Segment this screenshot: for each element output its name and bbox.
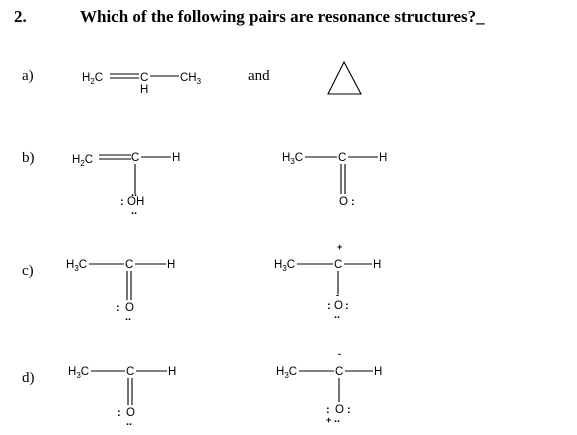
lone-pair-colon: :: [117, 407, 121, 419]
structure-b-left: [72, 152, 180, 217]
structure-d-right: [276, 349, 382, 425]
option-a-and: and: [248, 68, 270, 84]
atom-c: C: [140, 72, 149, 84]
charge-minus: -: [338, 349, 341, 359]
atom-o: O: [334, 300, 343, 312]
atom-c: C: [338, 152, 347, 164]
atom-h3c: $H_3C$: [68, 366, 90, 380]
atom-c: C: [125, 259, 134, 271]
question-underline: _: [476, 7, 485, 26]
lone-pair-right: :: [347, 404, 351, 416]
lone-pair-colon: :: [351, 196, 355, 208]
structure-a-cyclopropane: [328, 62, 361, 94]
atom-h: H: [140, 84, 149, 96]
atom-h: H: [374, 366, 383, 378]
atom-h: H: [168, 366, 177, 378]
lone-pair-top: ..: [131, 187, 138, 199]
option-c-label: c): [22, 263, 34, 279]
structure-b-right: [282, 152, 387, 208]
atom-c: C: [334, 259, 343, 271]
atom-o: O: [339, 196, 348, 208]
atom-c: C: [126, 366, 135, 378]
atom-h3c: $H_3C$: [66, 259, 88, 273]
structure-c-left: [66, 259, 175, 323]
atom-h3c: $H_3C$: [282, 152, 304, 166]
lone-pair-bottom: ..: [131, 205, 138, 217]
atom-o: O: [335, 404, 344, 416]
structure-a-propene: [82, 72, 202, 96]
atom-c: C: [131, 152, 140, 164]
atom-h3c: $H_3C$: [274, 259, 296, 273]
atom-c: C: [335, 366, 344, 378]
lone-pair-bottom: ..: [125, 311, 132, 323]
atom-h2c: $H_2C$: [72, 154, 94, 168]
lone-pair-left: :: [327, 300, 331, 312]
atom-h3c: $H_3C$: [276, 366, 298, 380]
atom-o: O: [126, 407, 135, 419]
lone-pair-right: :: [345, 300, 349, 312]
lone-pair-bottom: ..: [334, 309, 341, 321]
atom-h2c: $H_2C$: [82, 72, 104, 86]
atom-h: H: [379, 152, 388, 164]
question-number: 2.: [14, 7, 27, 26]
structure-c-right: [274, 242, 381, 321]
question-stem: Which of the following pairs are resonance structures?: [80, 7, 477, 26]
atom-ch3: $CH_3$: [180, 72, 202, 86]
lone-pair-colon: :: [120, 196, 124, 208]
lone-pair-bottom: ..: [334, 413, 341, 425]
structure-d-left: [68, 366, 176, 428]
option-d-label: d): [22, 370, 35, 386]
option-a-label: a): [22, 68, 34, 84]
charge-plus: +: [337, 242, 343, 252]
atom-h: H: [373, 259, 382, 271]
option-b-label: b): [22, 150, 35, 166]
charge-plus: +: [326, 415, 332, 425]
atom-h: H: [167, 259, 176, 271]
atom-h: H: [172, 152, 181, 164]
lone-pair-colon: :: [116, 302, 120, 314]
atom-o: O: [125, 302, 134, 314]
lone-pair-left: :: [326, 404, 330, 416]
lone-pair-bottom: ..: [126, 416, 133, 428]
charge-minus: -: [336, 290, 339, 300]
atom-oh: OH: [127, 196, 145, 208]
